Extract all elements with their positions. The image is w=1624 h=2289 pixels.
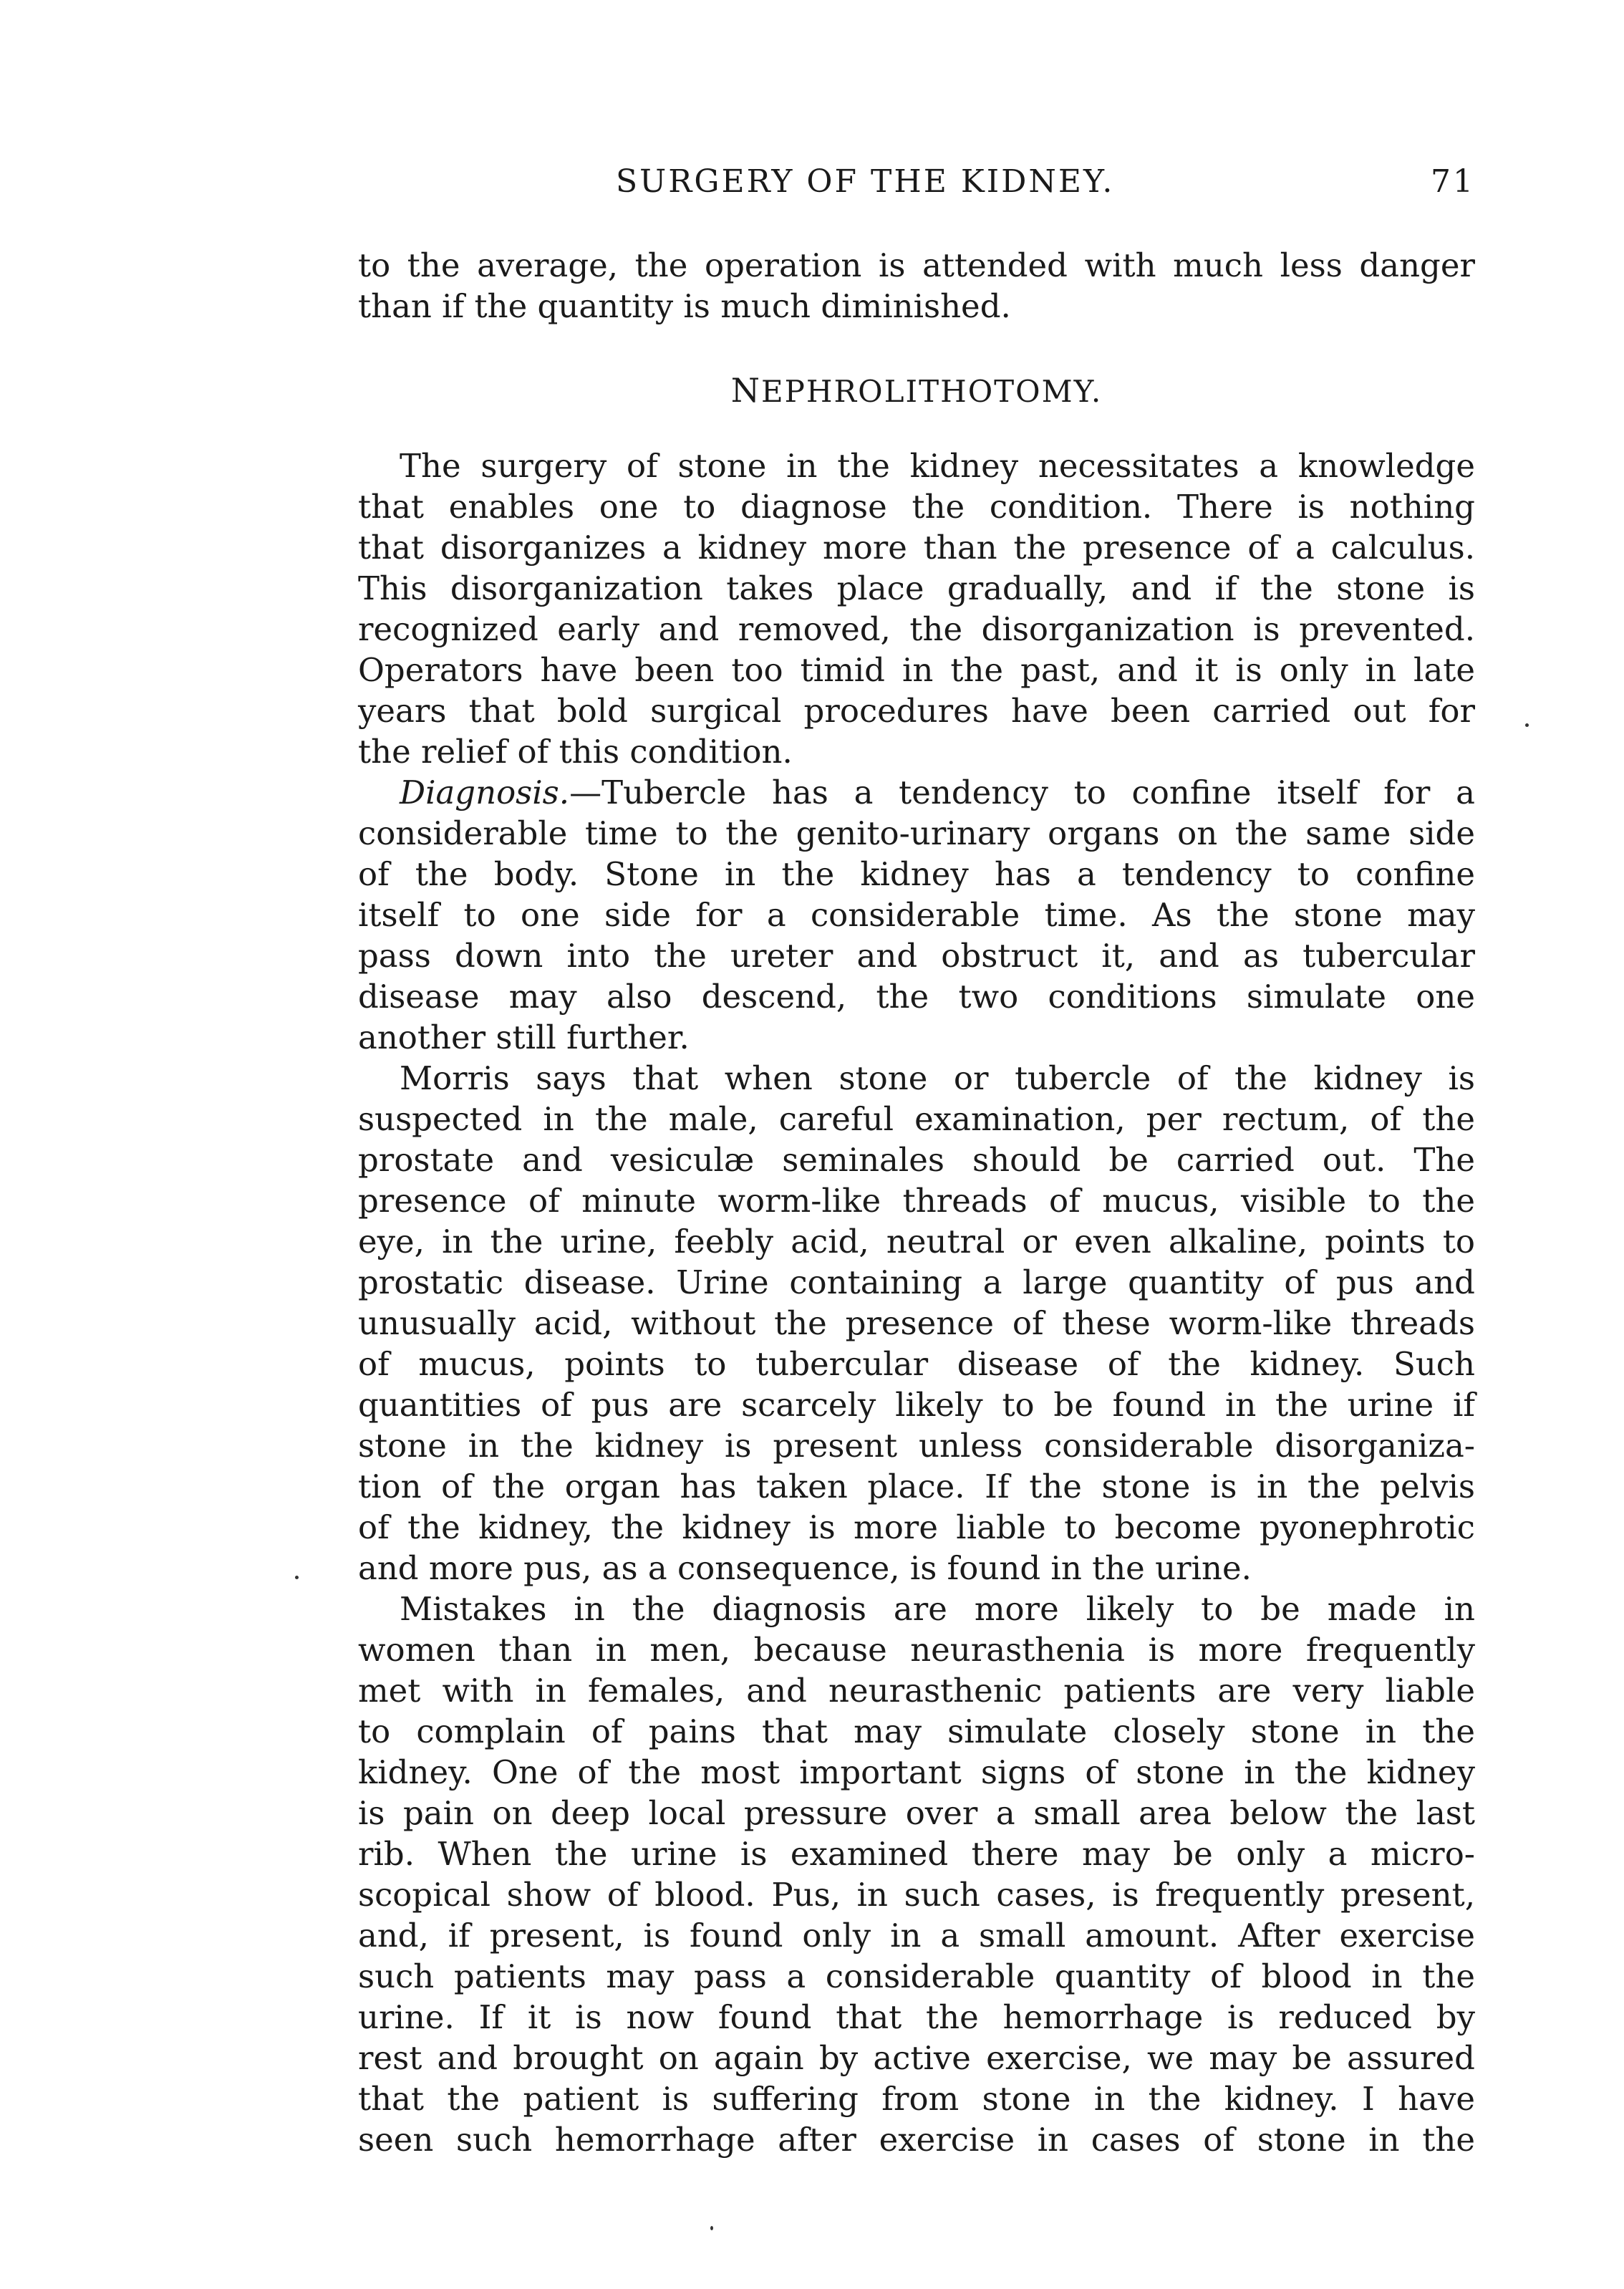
- paragraph-morris: [358, 1058, 1475, 1589]
- text-line: suspected in the male, careful examination, per rectum, of the: [358, 1100, 1475, 1138]
- text-line: to the average, the operation is attended with much less danger: [358, 246, 1475, 284]
- text-line: that the patient is suffering from stone in the kidney. I have: [358, 2080, 1475, 2118]
- text-line: of the body. Stone in the kidney has a tendency to confine: [358, 855, 1475, 893]
- text-line: seen such hemorrhage after exercise in cases of stone in the: [358, 2121, 1475, 2159]
- text-line: pass down into the ureter and obstruct it, and as tubercular: [358, 937, 1475, 975]
- text-line: tion of the organ has taken place. If the stone is in the pelvis: [358, 1468, 1475, 1505]
- text-line: years that bold surgical procedures have been carried out for: [358, 692, 1475, 730]
- text-line: and, if present, is found only in a small amount. After exercise: [358, 1917, 1475, 1955]
- print-speck: [295, 1576, 299, 1579]
- print-speck: [1525, 723, 1529, 727]
- text-line: recognized early and removed, the disorganization is prevented.: [358, 610, 1475, 648]
- text-line: considerable time to the genito-urinary organs on the same side: [358, 814, 1475, 852]
- text-line: such patients may pass a considerable quantity of blood in the: [358, 1957, 1475, 1995]
- text-line: presence of minute worm-like threads of mucus, visible to the: [358, 1182, 1475, 1220]
- text-line: quantities of pus are scarcely likely to be found in the urine if: [358, 1386, 1475, 1424]
- page-number: 71: [1431, 163, 1475, 200]
- text-line: [358, 772, 1475, 813]
- text-line: itself to one side for a considerable time. As the stone may: [358, 896, 1475, 934]
- text-line: stone in the kidney is present unless considerable disorganiza-: [358, 1427, 1475, 1465]
- text-line: disease may also descend, the two conditions simulate one: [358, 978, 1475, 1016]
- text-line: to complain of pains that may simulate closely stone in the: [358, 1712, 1475, 1750]
- text-line: Mistakes in the diagnosis are more likely to be made in: [400, 1590, 1475, 1628]
- running-title: SURGERY OF THE KIDNEY.: [616, 163, 1115, 200]
- text-line: unusually acid, without the presence of these worm-like threads: [358, 1304, 1475, 1342]
- text-line: The surgery of stone in the kidney necessitates a knowledge: [400, 447, 1475, 485]
- text-line: prostatic disease. Urine containing a large quantity of pus and: [358, 1263, 1475, 1301]
- section-heading-initial: N: [730, 371, 761, 410]
- text-line: and more pus, as a consequence, is found in the urine.: [358, 1549, 1252, 1587]
- print-speck: [710, 2226, 713, 2230]
- text-line: is pain on deep local pressure over a small area below the last: [358, 1794, 1475, 1832]
- text-line: eye, in the urine, feebly acid, neutral or even alkaline, points to: [358, 1223, 1475, 1261]
- text-line: scopical show of blood. Pus, in such cases, is frequently present,: [358, 1876, 1475, 1914]
- text-line: This disorganization takes place gradually, and if the stone is: [358, 569, 1475, 607]
- running-head: [358, 163, 1475, 206]
- paragraph-mistakes: [358, 1589, 1475, 2160]
- text-line: prostate and vesiculæ seminales should be carried out. The: [358, 1141, 1475, 1179]
- text-line: rib. When the urine is examined there may be only a micro-: [358, 1835, 1475, 1873]
- text-line: met with in females, and neurasthenic patients are very liable: [358, 1672, 1475, 1710]
- text-line: urine. If it is now found that the hemorrhage is reduced by: [358, 1998, 1475, 2036]
- paragraph-surgery-of-stone: [358, 445, 1475, 772]
- text-line: Operators have been too timid in the past, and it is only in late: [358, 651, 1475, 689]
- text-line: the relief of this condition.: [358, 733, 793, 771]
- text-line: another still further.: [358, 1018, 690, 1056]
- text-line: of the kidney, the kidney is more liable to become pyonephrotic: [358, 1508, 1475, 1546]
- text-line: rest and brought on again by active exercise, we may be assured: [358, 2039, 1475, 2077]
- text-line: Morris says that when stone or tubercle of the kidney is: [400, 1059, 1475, 1097]
- section-heading-rest: EPHROLITHOTOMY.: [760, 374, 1103, 409]
- continued-paragraph: [358, 245, 1475, 327]
- text-line: that disorganizes a kidney more than the presence of a calculus.: [358, 529, 1475, 567]
- diagnosis-first-line: —Tubercle has a tendency to confine itself for a: [569, 774, 1475, 811]
- text-line: than if the quantity is much diminished.: [358, 287, 1011, 325]
- section-heading: [358, 371, 1475, 410]
- diagnosis-lead: Diagnosis.: [400, 774, 570, 811]
- text-line: kidney. One of the most important signs of stone in the kidney: [358, 1753, 1475, 1791]
- text-line: women than in men, because neurasthenia is more frequently: [358, 1631, 1475, 1669]
- text-line: of mucus, points to tubercular disease of the kidney. Such: [358, 1345, 1475, 1383]
- text-line: that enables one to diagnose the condition. There is nothing: [358, 488, 1475, 526]
- paragraph-diagnosis: [358, 772, 1475, 1058]
